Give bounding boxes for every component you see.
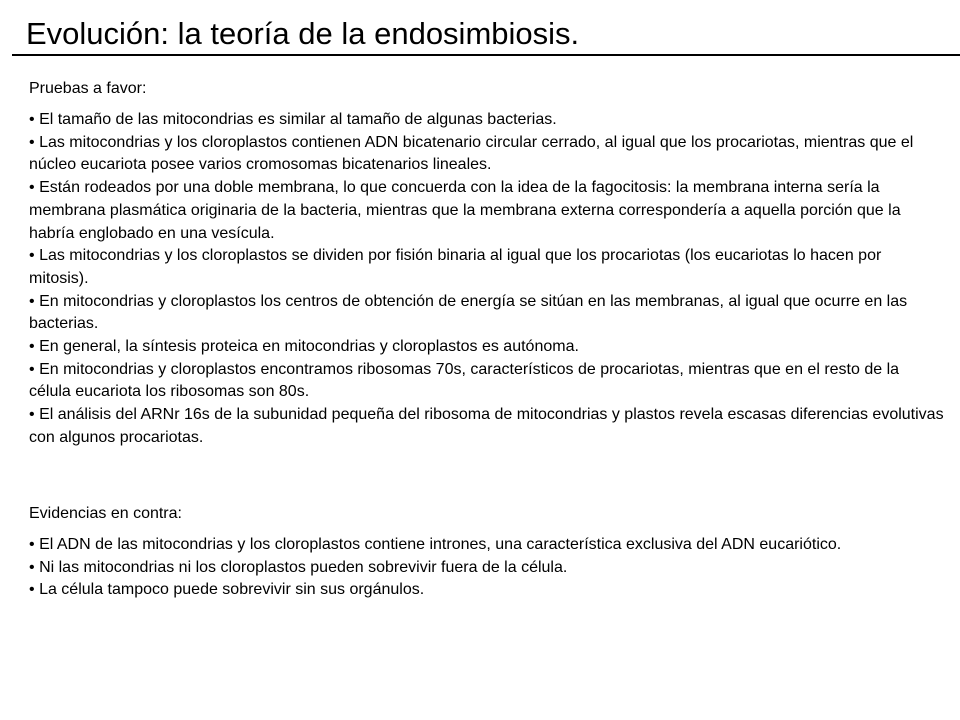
evidence-against-item [29, 534, 944, 557]
bullet-icon: • [29, 133, 35, 151]
evidence-against-list [29, 534, 944, 602]
evidence-for-item [29, 291, 944, 336]
slide-title: Evolución: la teoría de la endosimbiosis. [26, 16, 580, 51]
evidence-for-item-text: Las mitocondrias y los cloroplastos se dividen por fisión binaria al igual que los procariotas (los eucariotas lo hacen por mitosis). [29, 247, 882, 287]
evidence-for-list [29, 109, 944, 450]
evidence-for-item-text: Las mitocondrias y los cloroplastos contienen ADN bicatenario circular cerrado, al igual que los procariotas, mientras que el núcleo eucariota posee varios cromosomas bicatenarios lineales. [29, 133, 914, 174]
evidence-against-item-text: Ni las mitocondrias ni los cloroplastos pueden sobrevivir fuera de la célula. [39, 558, 568, 576]
bullet-icon: • [29, 406, 35, 424]
evidence-for-item-text: En mitocondrias y cloroplastos encontramos ribosomas 70s, característicos de procariotas, mientras que en el resto de la célula eucariota los ribosomas son 80s. [29, 360, 900, 401]
evidence-for-heading: Pruebas a favor: [29, 80, 147, 97]
bullet-icon: • [29, 581, 35, 599]
evidence-for-item-text: Están rodeados por una doble membrana, lo que concuerda con la idea de la fagocitosis: la membrana interna sería la membrana plasmática originaria de la bacteria, mientras que la membrana externa correspondería a aquella porción que la habría englobado en una vesícula. [29, 179, 901, 242]
evidence-against-heading: Evidencias en contra: [29, 505, 182, 522]
evidence-for-item [29, 245, 944, 290]
evidence-for-item [29, 109, 944, 132]
evidence-against-item-text: El ADN de las mitocondrias y los cloroplastos contiene intrones, una característica exclusiva del ADN eucariótico. [39, 536, 842, 553]
evidence-against-section [29, 503, 944, 602]
bullet-icon: • [29, 292, 35, 310]
bullet-icon: • [29, 360, 35, 378]
evidence-against-item [29, 557, 944, 580]
bullet-icon: • [29, 338, 35, 356]
evidence-for-item [29, 177, 944, 245]
evidence-for-item [29, 132, 944, 177]
evidence-for-item [29, 404, 944, 449]
evidence-against-item-text: La célula tampoco puede sobrevivir sin sus orgánulos. [39, 581, 425, 599]
evidence-for-item-text: El análisis del ARNr 16s de la subunidad pequeña del ribosoma de mitocondrias y plastos revela escasas diferencias evolutivas con algunos procariotas. [29, 406, 944, 446]
evidence-for-item [29, 336, 944, 359]
evidence-for-item-text: En mitocondrias y cloroplastos los centros de obtención de energía se sitúan en las membranas, al igual que ocurre en las bacterias. [29, 292, 908, 333]
title-divider [12, 54, 960, 56]
bullet-icon: • [29, 111, 35, 128]
bullet-icon: • [29, 247, 35, 265]
evidence-for-item [29, 359, 944, 404]
bullet-icon: • [29, 179, 35, 197]
bullet-icon: • [29, 558, 35, 576]
evidence-for-item-text: El tamaño de las mitocondrias es similar al tamaño de algunas bacterias. [39, 111, 557, 128]
evidence-for-item-text: En general, la síntesis proteica en mitocondrias y cloroplastos es autónoma. [39, 338, 579, 356]
evidence-against-item [29, 579, 944, 602]
evidence-for-section [29, 78, 944, 450]
bullet-icon: • [29, 536, 35, 553]
